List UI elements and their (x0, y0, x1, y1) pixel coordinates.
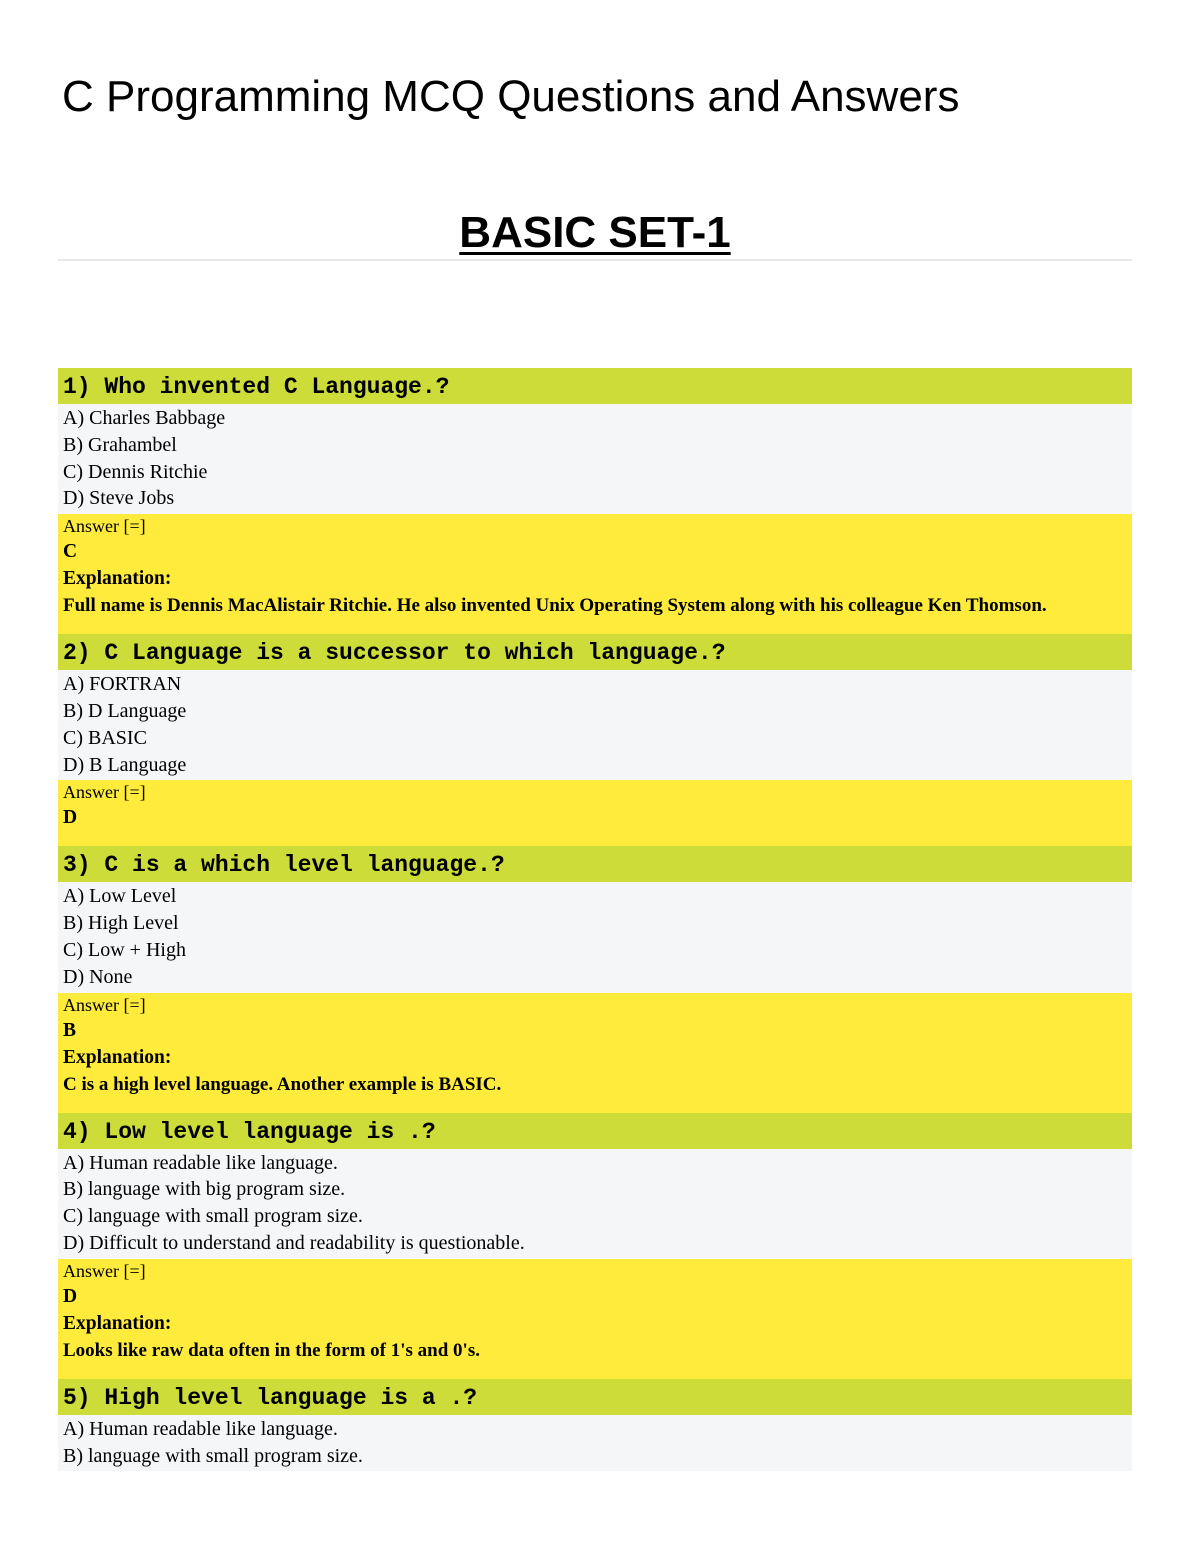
option-c: C) BASIC (63, 726, 147, 749)
answer-value: D (63, 807, 78, 829)
option-a: A) Charles Babbage (63, 407, 226, 429)
answer-toggle[interactable]: Answer [=] (63, 1260, 146, 1281)
question-list (58, 368, 1132, 1471)
divider (58, 259, 1132, 261)
answer-toggle[interactable]: Answer [=] (63, 994, 146, 1015)
answer-toggle[interactable]: Answer [=] (63, 782, 146, 803)
question-title: 1) Who invented C Language.? (58, 368, 1132, 404)
option-c: C) Low + High (63, 938, 186, 961)
explanation-text: Looks like raw data often in the form of 1's and 0's. (63, 1339, 480, 1361)
option-a: A) FORTRAN (63, 673, 182, 696)
option-a: A) Human readable like language. (63, 1151, 338, 1174)
answer-value: B (63, 1019, 77, 1041)
answer-box (58, 993, 1132, 1113)
option-b: B) High Level (63, 912, 179, 935)
answer-value: C (63, 541, 78, 563)
explanation-text: C is a high level language. Another example is BASIC. (63, 1073, 502, 1095)
explanation-text: Full name is Dennis MacAlistair Ritchie. He also invented Unix Operating System along with his colleague Ken Thomson. (63, 595, 1047, 617)
option-list (58, 670, 1132, 780)
explanation-label: Explanation: (63, 1046, 172, 1068)
question-4 (58, 1113, 1132, 1379)
option-a: A) Low Level (63, 885, 177, 908)
option-list (58, 1415, 1132, 1472)
answer-value: D (63, 1285, 78, 1307)
option-b: B) language with small program size. (63, 1444, 363, 1467)
option-b: B) language with big program size. (63, 1178, 346, 1201)
question-title: 2) C Language is a successor to which language.? (58, 634, 1132, 670)
question-title: 3) C is a which level language.? (58, 846, 1132, 882)
question-title: 5) High level language is a .? (58, 1379, 1132, 1415)
answer-toggle[interactable]: Answer [=] (63, 516, 146, 537)
question-title: 4) Low level language is .? (58, 1113, 1132, 1149)
option-d: D) None (63, 965, 133, 988)
option-a: A) Human readable like language. (63, 1417, 338, 1440)
set-heading-text: BASIC SET-1 (459, 208, 731, 257)
option-c: C) language with small program size. (63, 1205, 363, 1228)
option-list (58, 882, 1132, 992)
page-title: C Programming MCQ Questions and Answers (62, 72, 960, 121)
question-5 (58, 1379, 1132, 1472)
question-3 (58, 846, 1132, 1112)
option-b: B) Grahambel (63, 433, 177, 456)
option-d: D) Difficult to understand and readability is questionable. (63, 1231, 525, 1254)
explanation-label: Explanation: (63, 1312, 172, 1334)
set-heading (0, 206, 1190, 260)
explanation-label: Explanation: (63, 568, 172, 590)
question-1 (58, 368, 1132, 634)
option-d: D) Steve Jobs (63, 487, 175, 510)
option-list (58, 1149, 1132, 1259)
question-2 (58, 634, 1132, 846)
option-d: D) B Language (63, 753, 187, 776)
option-b: B) D Language (63, 699, 187, 722)
answer-box (58, 514, 1132, 634)
option-list (58, 404, 1132, 514)
answer-box (58, 1259, 1132, 1379)
option-c: C) Dennis Ritchie (63, 460, 208, 483)
answer-box (58, 780, 1132, 846)
